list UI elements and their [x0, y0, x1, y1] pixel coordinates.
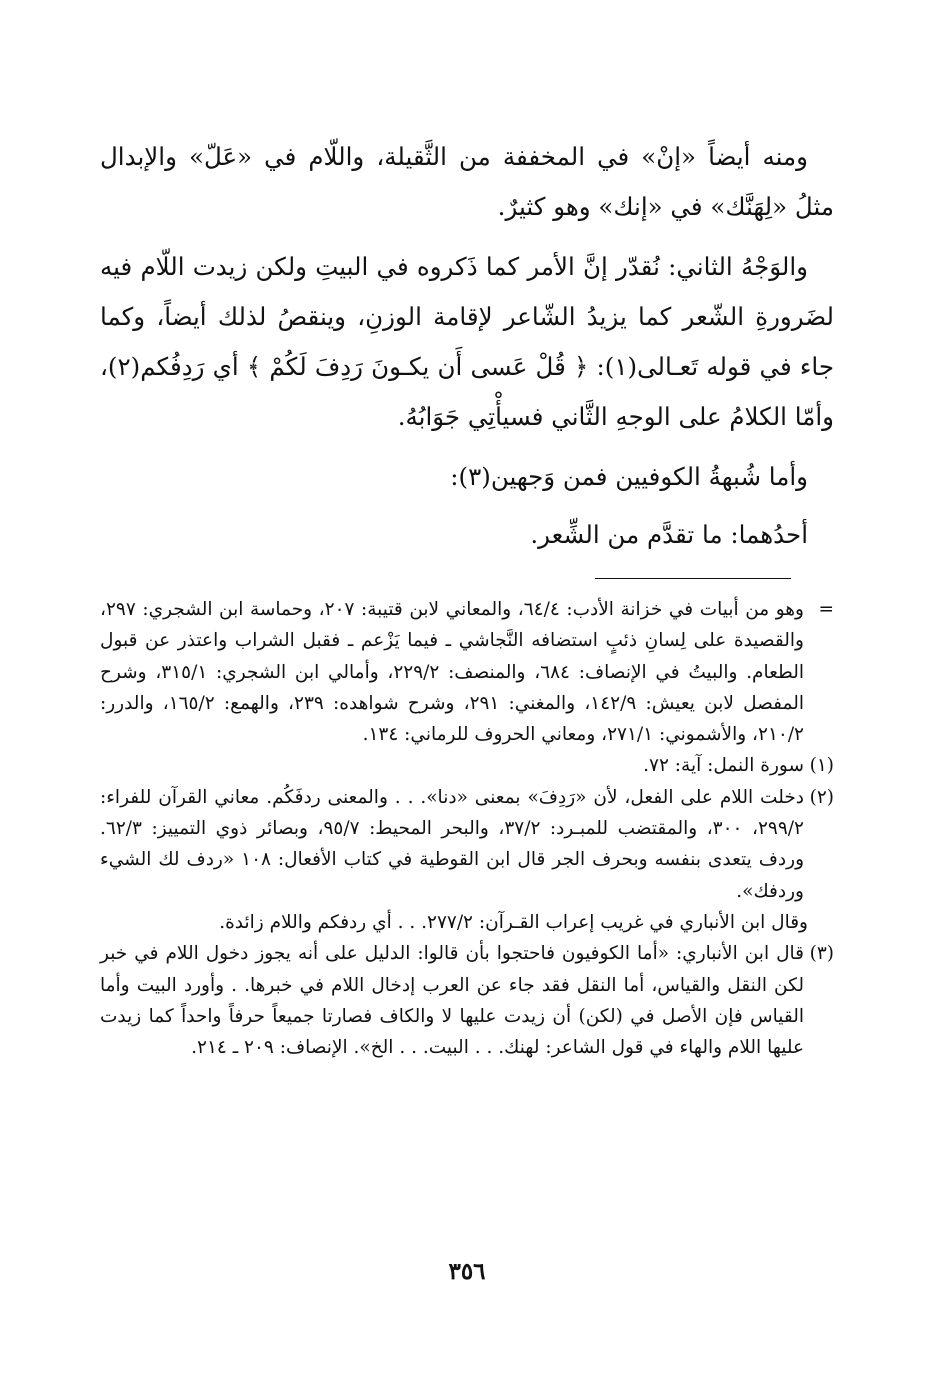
- footnote-1-number: (١): [809, 755, 834, 777]
- footnote-3: [100, 938, 834, 1063]
- footnote-1: [100, 750, 834, 781]
- footnote-1-text: سورة النمل: آية: ٧٢.: [643, 755, 804, 777]
- main-text: [100, 132, 834, 570]
- footnote-2-text: دخلت اللام على الفعل، لأن «رَدِفَ» بمعنى «دنا». . . والمعنى ردفَكُم. معاني القرآن للفراء: ٢٩٩/٢، ٣٠٠، والمقتضب للمبـرد: ٣٧/٢، والبحر المحيط: ٩٥/٧، وبصائر ذوي التمييز: ٦٢/٣. وردف يتعدى بنفسه وبحرف الجر قال ابن القوطية في كتاب الأفعال: ١٠٨ «ردف لك الشيء وردفك».: [100, 786, 805, 902]
- paragraph-2: والوَجْهُ الثاني: نُقدّر إنَّ الأمر كما ذَكروه في البيتِ ولكن زيدت اللّام فيه لضَرورةِ الشّعر كما يزيدُ الشّاعر لإقامة الوزنِ، وينقصُ لذلك أيضاً، وكما جاء في قوله تَعـالى(١): ﴿ قُلْ عَسى أَن يكـونَ رَدِفَ لَكُمْ ﴾ أي رَدِفُكم(٢)، وأمّا الكلامُ على الوجهِ الثَّاني فسيأْتِي جَوَابُهُ.: [100, 252, 834, 431]
- page-number: ٣٥٦: [448, 1258, 486, 1285]
- footnote-separator: [595, 578, 791, 579]
- footnote-3-text: قال ابن الأنباري: «أما الكوفيون فاحتجوا بأن قالوا: الدليل على أنه يجوز دخول اللام في خبر لكن النقل والقياس، أما النقل فقد جاء عن العرب إدخال اللام في خبرها. . وأورد البيت وأما القياس فإن الأصل في (لكن) أن زيدت عليها لا والكاف فصارتا جميعاً حرفاً واحداً كما زيدت عليها اللام والهاء في قول الشاعر: لهنك. . . البيت. . . الخ». الإنصاف: ٢٠٩ ـ ٢١٤.: [100, 943, 804, 1059]
- paragraph-3: وأما شُبهةُ الكوفيين فمن وَجهين(٣):: [450, 462, 808, 491]
- continuation-mark: =: [818, 599, 834, 620]
- footnote-continuation: [100, 594, 834, 750]
- footnote-2: [100, 782, 834, 907]
- footnote-3-number: (٣): [809, 943, 834, 965]
- paragraph-4: أحدُهما: ما تقدَّم من الشِّعر.: [530, 520, 808, 549]
- paragraph-1: ومنه أيضاً «إنْ» في المخففة من الثَّقيلة، واللّام في «عَلّ» والإبدال مثلُ «لِهَنَّك» في «إنك» وهو كثيرٌ.: [100, 142, 834, 221]
- footnotes: [100, 594, 834, 1063]
- footnote-2-continuation: وقال ابن الأنباري في غريب إعراب القـرآن: ٢٧٧/٢. . . أي ردفكم واللام زائدة.: [219, 911, 808, 933]
- footnote-continuation-text: وهو من أبيات في خزانة الأدب: ٦٤/٤، والمعاني لابن قتيبة: ٢٠٧، وحماسة ابن الشجري: ٢٩٧، والقصيدة على لِسانِ ذئبٍ استضافه النَّجاشي ـ فيما يَزْعم ـ فقبل الشراب واعتذر عن قبول الطعام. والبيتُ في الإنصاف: ٦٨٤، والمنصف: ٢٢٩/٢، وأمالي ابن الشجري: ٣١٥/١، وشرح المفصل لابن يعيش: ١٤٢/٩، والمغني: ٢٩١، وشرح شواهده: ٢٣٩، والهمع: ١٦٥/٢، والدرر: ٢١٠/٢، والأشموني: ٢٧١/١، ومعاني الحروف للرماني: ١٣٤.: [100, 599, 804, 746]
- footnote-2-number: (٢): [809, 786, 834, 808]
